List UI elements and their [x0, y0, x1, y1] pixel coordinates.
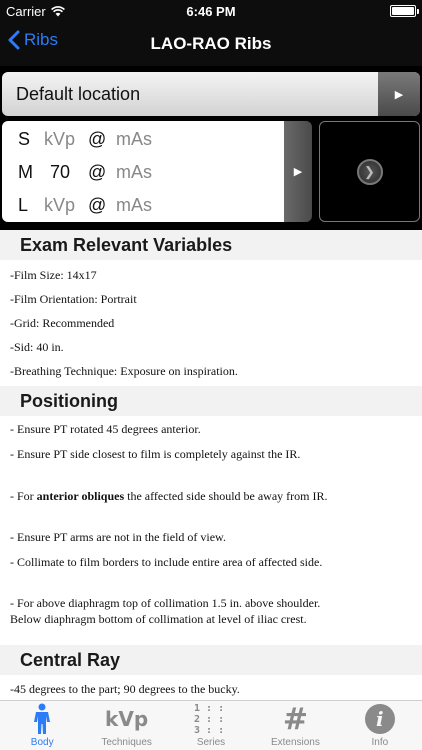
back-button[interactable]	[8, 30, 58, 50]
kvp-icon: kVp	[105, 707, 149, 731]
size-letter: L	[18, 195, 29, 215]
play-arrow-icon: ▶	[293, 166, 303, 178]
mas-value: mAs	[116, 129, 152, 149]
exam-line-breathing: -Breathing Technique: Exposure on inspiration.	[10, 364, 238, 378]
central-ray-line: -45 degrees to the part; 90 degrees to the bucky.	[10, 682, 240, 696]
tab-extensions[interactable]	[253, 701, 337, 750]
exam-line-grid: -Grid: Recommended	[10, 316, 115, 330]
hash-icon: #	[282, 701, 308, 737]
positioning-line-prefix: - For	[10, 489, 37, 503]
central-ray-text	[0, 682, 422, 697]
location-selector[interactable]	[2, 72, 420, 116]
positioning-line: - Ensure PT arms are not in the field of view.	[10, 530, 226, 544]
section-header-central-ray: Central Ray	[0, 645, 422, 675]
positioning-line	[10, 489, 410, 504]
section-header-exam: Exam Relevant Variables	[0, 230, 422, 260]
play-arrow-icon: ▶	[378, 72, 420, 116]
exam-variables	[0, 260, 422, 385]
size-letter: S	[18, 129, 31, 149]
tab-label: Body	[30, 737, 54, 748]
exam-line-film-size: -Film Size: 14x17	[10, 268, 97, 282]
exam-content[interactable]	[0, 230, 422, 700]
mas-value: mAs	[116, 162, 152, 182]
positioning-line: - Ensure PT rotated 45 degrees anterior.	[10, 422, 201, 436]
tab-body[interactable]	[0, 701, 84, 750]
positioning-line-suffix: the affected side should be away from IR.	[124, 489, 328, 503]
positioning-line: Below diaphragm bottom of collimation at level of iliac crest.	[10, 612, 307, 626]
page-title: LAO-RAO Ribs	[150, 34, 272, 53]
positioning-line: - Ensure PT side closest to film is completely against the IR.	[10, 447, 301, 461]
info-icon-glyph: i	[376, 707, 384, 731]
tab-bar	[0, 700, 422, 750]
tab-label: Info	[371, 737, 389, 748]
size-letter: M	[18, 162, 33, 182]
kvp-value: kVp	[44, 195, 76, 215]
technique-expand-button[interactable]	[284, 121, 312, 222]
series-icon: 1 : : 2 : : 3 : :	[194, 702, 225, 736]
image-preview-button[interactable]	[319, 121, 420, 222]
status-bar	[0, 0, 422, 22]
at-symbol: @	[88, 195, 107, 215]
exam-line-sid: -Sid: 40 in.	[10, 340, 64, 354]
positioning-text	[0, 422, 422, 627]
tab-techniques[interactable]	[84, 701, 168, 750]
technique-row-large[interactable]	[2, 189, 284, 221]
chevron-left-icon	[8, 30, 20, 50]
technique-table[interactable]	[2, 121, 284, 222]
info-icon	[365, 704, 395, 734]
navigation-bar	[0, 22, 422, 66]
body-figure-icon	[31, 703, 53, 735]
tab-info[interactable]	[338, 701, 422, 750]
kvp-value: kVp	[44, 129, 76, 149]
location-label: Default location	[16, 84, 141, 104]
technique-row-small[interactable]	[2, 123, 284, 155]
carrier-label: Carrier	[6, 4, 46, 19]
battery-icon	[390, 5, 416, 17]
section-header-positioning: Positioning	[0, 386, 422, 416]
exam-line-film-orientation: -Film Orientation: Portrait	[10, 292, 137, 306]
anterior-obliques-emphasis: anterior obliques	[36, 489, 125, 503]
tab-label: Series	[196, 737, 226, 748]
tab-label: Techniques	[101, 737, 152, 748]
at-symbol: @	[88, 129, 107, 149]
positioning-line: - For above diaphragm top of collimation 1.5 in. above shoulder.	[10, 596, 321, 610]
positioning-line: - Collimate to film borders to include entire area of affected side.	[10, 555, 323, 569]
back-button-label: Ribs	[24, 30, 59, 49]
kvp-value: 70	[50, 162, 71, 182]
technique-controls	[0, 66, 422, 230]
tab-label: Extensions	[270, 737, 320, 748]
chevron-right-circle-icon: ❯	[357, 159, 383, 185]
mas-value: mAs	[116, 195, 152, 215]
at-symbol: @	[88, 162, 107, 182]
technique-row-medium[interactable]	[2, 156, 284, 188]
status-time: 6:46 PM	[186, 4, 236, 19]
tab-series[interactable]	[169, 701, 253, 750]
